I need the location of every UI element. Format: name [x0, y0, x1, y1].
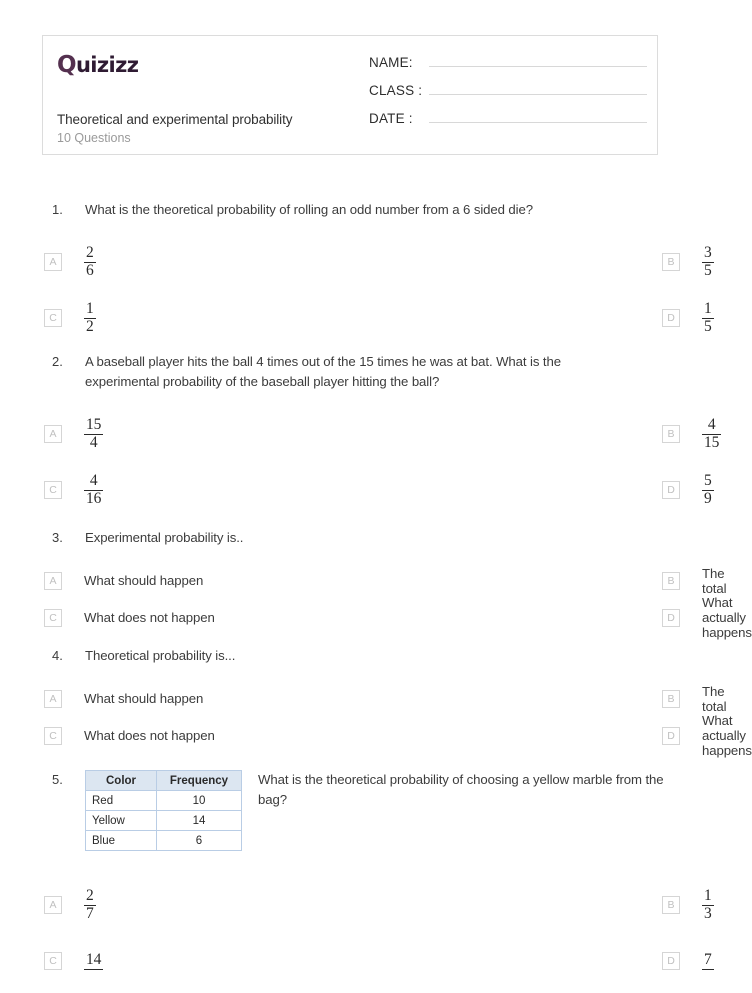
fraction: [702, 245, 714, 279]
option-letter-box[interactable]: B: [662, 690, 680, 708]
fraction-numerator: 1: [704, 300, 712, 318]
questions-list: [0, 200, 752, 993]
option-letter-box[interactable]: C: [44, 481, 62, 499]
fraction-denominator: 15: [704, 433, 720, 451]
option-content: [84, 301, 96, 335]
option-a[interactable]: [0, 572, 310, 590]
question-header: [0, 352, 700, 392]
option-content: [84, 888, 96, 922]
option-letter-box[interactable]: D: [662, 481, 680, 499]
option-letter-box[interactable]: C: [44, 309, 62, 327]
option-letter-box[interactable]: C: [44, 609, 62, 627]
option-letter-box[interactable]: C: [44, 952, 62, 970]
option-content: [84, 417, 103, 451]
option-letter-box[interactable]: A: [44, 572, 62, 590]
fraction-denominator: 7: [86, 904, 94, 922]
table-row: [86, 831, 242, 851]
fraction-denominator: 16: [86, 489, 102, 507]
student-info-fields: [369, 52, 647, 136]
question-number: 4.: [52, 648, 63, 663]
table-row: [86, 811, 242, 831]
option-content: [702, 245, 714, 279]
class-field-label: CLASS :: [369, 83, 423, 98]
option-content: The total: [702, 683, 727, 714]
question-header: [0, 528, 700, 548]
option-c[interactable]: [0, 301, 310, 335]
options-row: [0, 562, 727, 599]
option-letter-box[interactable]: A: [44, 425, 62, 443]
table-cell-color: Blue: [86, 831, 157, 851]
logo-text: uizizz: [75, 53, 139, 77]
question-number: 1.: [52, 202, 63, 217]
option-a[interactable]: [0, 888, 310, 922]
logo-q-glyph: Q: [57, 52, 76, 78]
option-content: What should happen: [84, 573, 204, 588]
class-input-line[interactable]: [429, 80, 647, 95]
option-content: [702, 952, 714, 969]
fraction: [84, 952, 103, 969]
page-title: Theoretical and experimental probability: [57, 112, 293, 127]
table-row: [86, 791, 242, 811]
fraction-numerator: 3: [704, 244, 712, 262]
fraction-denominator: [702, 969, 714, 970]
fraction-denominator: 3: [704, 904, 712, 922]
option-c[interactable]: [0, 609, 310, 627]
table-header-row: [86, 771, 242, 791]
table-cell-frequency: 6: [157, 831, 242, 851]
fraction: [702, 473, 714, 507]
name-input-line[interactable]: [429, 52, 647, 67]
question-text: A baseball player hits the ball 4 times out of the 15 times he was at bat. What is the experimental probability of the baseball player hitting the ball?: [85, 354, 561, 389]
options-row: [0, 713, 752, 758]
quizizz-logo: [57, 54, 377, 77]
option-a[interactable]: [0, 417, 310, 451]
question-number: 5.: [52, 772, 63, 787]
fraction-numerator: 15: [86, 416, 102, 434]
option-c[interactable]: [0, 473, 310, 507]
fraction-numerator: 5: [704, 472, 712, 490]
table-cell-frequency: 14: [157, 811, 242, 831]
table-cell-color: Yellow: [86, 811, 157, 831]
fraction: [84, 473, 103, 507]
option-letter-box[interactable]: A: [44, 690, 62, 708]
options-row: [0, 877, 712, 933]
options-row: [0, 234, 712, 290]
fraction-denominator: 5: [704, 317, 712, 335]
question-block: [0, 770, 712, 989]
fraction-numerator: 7: [704, 951, 712, 969]
worksheet-header-card: [42, 35, 658, 155]
option-letter-box[interactable]: D: [662, 952, 680, 970]
fraction: [702, 952, 714, 969]
option-letter-box[interactable]: A: [44, 896, 62, 914]
class-field-row: [369, 80, 647, 108]
option-c[interactable]: [0, 727, 310, 745]
question-header: [0, 200, 700, 220]
options-row: [0, 290, 712, 346]
fraction: [702, 417, 721, 451]
option-content: [702, 888, 714, 922]
fraction-denominator: 6: [86, 261, 94, 279]
fraction-numerator: 4: [89, 472, 98, 490]
option-letter-box[interactable]: B: [662, 572, 680, 590]
options-row: [0, 406, 720, 462]
option-d[interactable]: [310, 951, 712, 970]
option-content: What should happen: [84, 691, 204, 706]
table-column-header: Color: [86, 771, 157, 791]
option-b[interactable]: [310, 683, 727, 714]
name-field-row: [369, 52, 647, 80]
question-block: [0, 200, 712, 346]
options-grid: [0, 562, 752, 640]
question-text: What is the theoretical probability of rolling an odd number from a 6 sided die?: [85, 202, 533, 217]
date-field-label: DATE :: [369, 111, 413, 126]
option-content: [702, 301, 714, 335]
option-content: [702, 417, 721, 451]
fraction: [84, 417, 103, 451]
name-field-label: NAME:: [369, 55, 413, 70]
fraction-denominator: [84, 969, 103, 970]
option-content: The total: [702, 565, 727, 596]
option-content: [84, 952, 103, 969]
options-grid: [0, 877, 712, 989]
date-field-row: [369, 108, 647, 136]
table-column-header: Frequency: [157, 771, 242, 791]
option-letter-box[interactable]: B: [662, 425, 680, 443]
options-grid: [0, 680, 752, 758]
fraction-denominator: 5: [704, 261, 712, 279]
fraction-denominator: 9: [704, 489, 712, 507]
option-content: What actually happens: [702, 713, 752, 758]
question-header: [0, 646, 700, 666]
option-content: [84, 473, 103, 507]
option-content: What does not happen: [84, 610, 215, 625]
option-b[interactable]: [310, 416, 720, 451]
option-a[interactable]: [0, 690, 310, 708]
fraction-numerator: 1: [86, 300, 94, 318]
option-d[interactable]: [310, 713, 752, 758]
question-count-label: 10 Questions: [57, 131, 131, 145]
fraction-numerator: 2: [86, 887, 94, 905]
options-grid: [0, 406, 720, 518]
fraction-denominator: 2: [86, 317, 94, 335]
option-letter-box[interactable]: C: [44, 727, 62, 745]
option-letter-box[interactable]: D: [662, 609, 680, 627]
option-a[interactable]: [0, 245, 310, 279]
date-input-line[interactable]: [429, 108, 647, 123]
frequency-table: [85, 770, 242, 851]
fraction: [84, 888, 96, 922]
option-c[interactable]: [0, 952, 310, 970]
table-cell-color: Red: [86, 791, 157, 811]
fraction: [84, 301, 96, 335]
option-b[interactable]: [310, 887, 712, 922]
option-b[interactable]: [310, 565, 727, 596]
fraction: [84, 245, 96, 279]
option-letter-box[interactable]: D: [662, 727, 680, 745]
question-text: Experimental probability is..: [85, 530, 244, 545]
question-number: 3.: [52, 530, 63, 545]
options-row: [0, 933, 712, 989]
option-content: What does not happen: [84, 728, 215, 743]
question-header: [0, 770, 700, 851]
fraction: [702, 888, 714, 922]
option-content: [702, 473, 714, 507]
option-letter-box[interactable]: B: [662, 253, 680, 271]
option-d[interactable]: [310, 472, 712, 507]
question-text: Theoretical probability is...: [85, 648, 236, 663]
option-b[interactable]: [310, 244, 712, 279]
options-row: [0, 462, 712, 518]
options-row: [0, 680, 727, 717]
option-d[interactable]: [310, 300, 712, 335]
options-row: [0, 595, 752, 640]
question-block: [0, 352, 720, 518]
fraction-numerator: 1: [704, 887, 712, 905]
fraction-numerator: 2: [86, 244, 94, 262]
fraction-numerator: 14: [86, 951, 102, 969]
option-d[interactable]: [310, 595, 752, 640]
fraction-numerator: 4: [707, 416, 716, 434]
question-block: [0, 528, 752, 640]
options-grid: [0, 234, 712, 346]
question-text: What is the theoretical probability of choosing a yellow marble from the bag?: [258, 772, 664, 807]
option-letter-box[interactable]: D: [662, 309, 680, 327]
option-letter-box[interactable]: B: [662, 896, 680, 914]
question-number: 2.: [52, 354, 63, 369]
option-content: What actually happens: [702, 595, 752, 640]
fraction-denominator: 4: [84, 434, 103, 451]
fraction: [702, 301, 714, 335]
question-block: [0, 646, 752, 758]
option-content: [84, 245, 96, 279]
option-letter-box[interactable]: A: [44, 253, 62, 271]
table-cell-frequency: 10: [157, 791, 242, 811]
header-left-section: [57, 48, 377, 77]
